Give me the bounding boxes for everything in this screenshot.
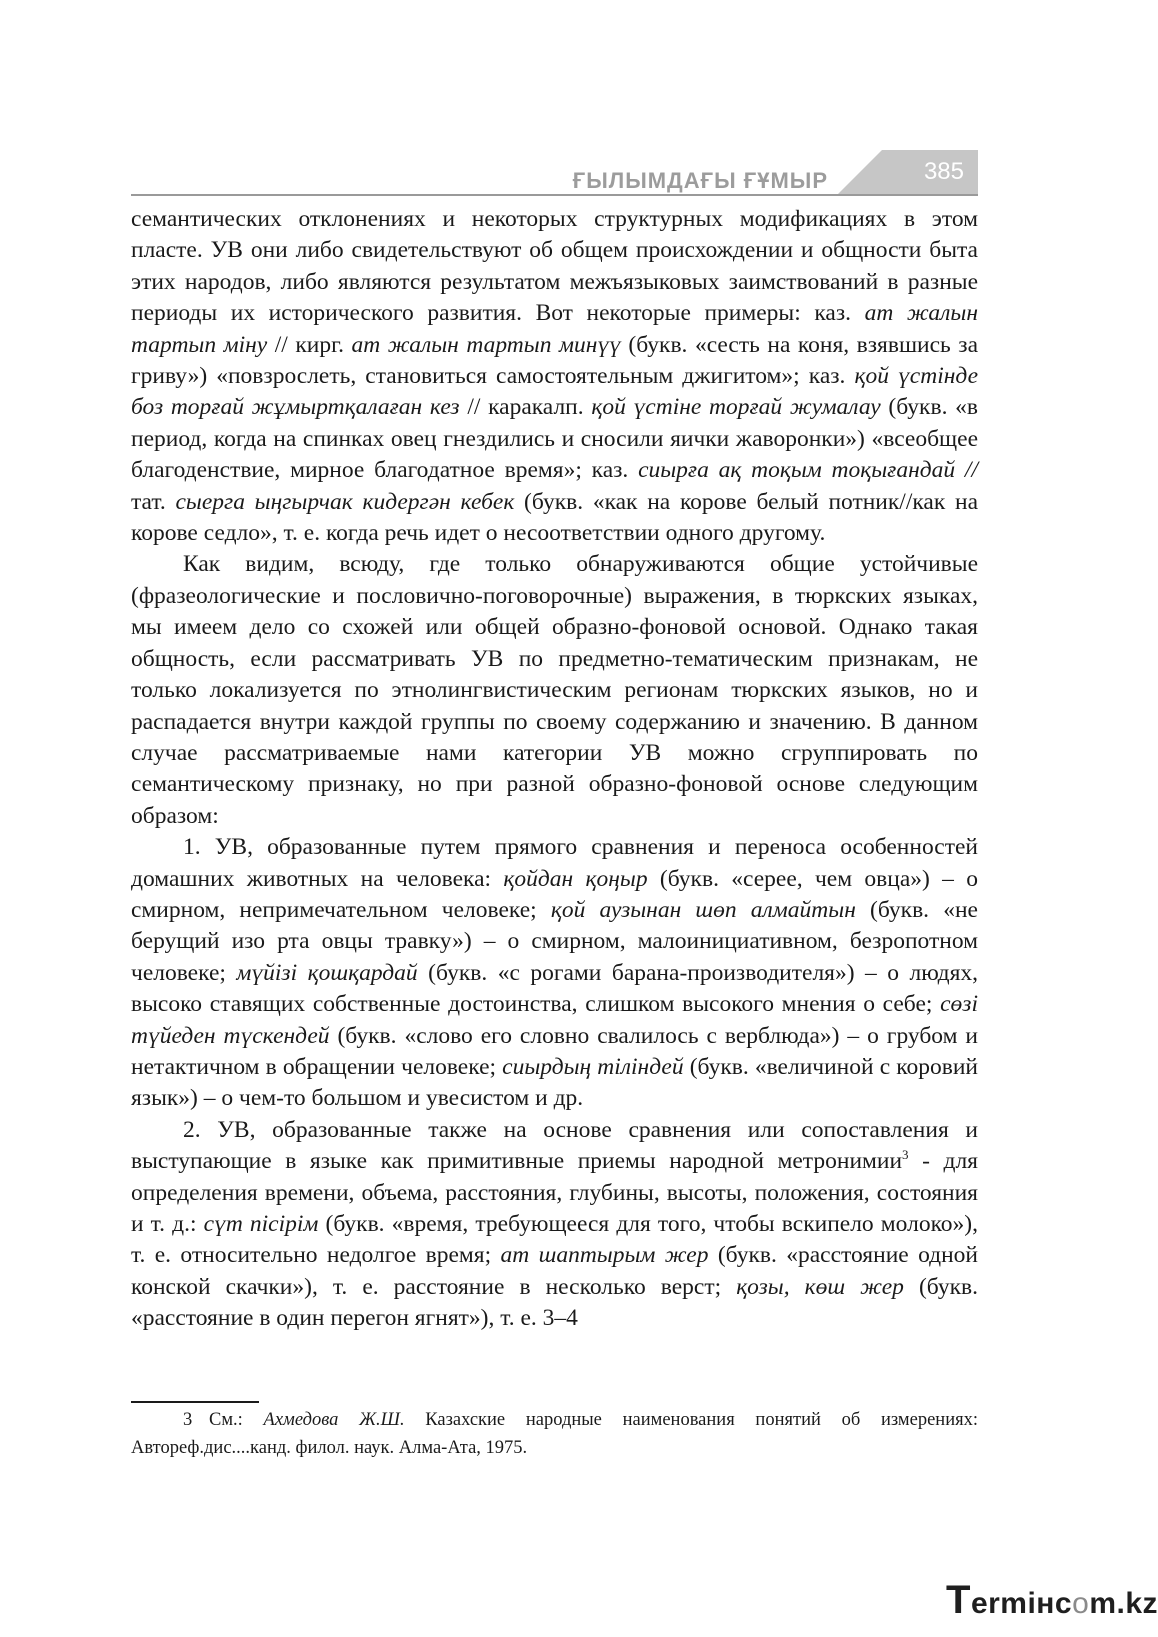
text-run: (букв. «серее, чем овца») – о смирном, непримечательном человеке; [131, 865, 978, 923]
watermark-t: T [946, 1578, 971, 1622]
watermark-part: ermінc [970, 1587, 1073, 1620]
example-phrase: сүт пісірім [203, 1211, 319, 1237]
footnote [131, 1406, 978, 1462]
example-phrase: сиырға ақ тоқым тоқығандай // [638, 457, 978, 484]
example-phrase: қой үстіне торғай жумалау [591, 394, 881, 421]
text-run: (букв. «расстояние одной конской скачки»), т. е. расстояние в несколько верст; [131, 1242, 979, 1300]
text-run: тат. [131, 488, 176, 515]
watermark-o: o [1072, 1587, 1090, 1620]
example-phrase: сөзі түйеден түскендей [131, 991, 978, 1049]
example-phrase: сыерга ыңгырчак кидергән кебек [175, 488, 515, 515]
text-run: См.: [209, 1410, 264, 1430]
text-run: (букв. «сесть на коня, взявшись за гриву») «повзрослеть, становиться самостоятельным джигитом»; каз. [131, 331, 978, 390]
text-run: (букв. «с рогами барана-производителя») – о людях, высоко ставящих собственные достоинства, слишком высокого мнения о себе; [131, 959, 979, 1018]
running-header [131, 150, 978, 196]
paragraph-4 [131, 1115, 978, 1335]
watermark-logo [946, 1578, 1158, 1623]
text-run: (букв. «расстояние в один перегон ягнят»), т. е. 3–4 [131, 1273, 978, 1332]
running-title: ҒЫЛЫМДАҒЫ ҒҰМЫР [572, 168, 828, 193]
text-run: - для определения времени, объема, расстояния, глубины, высоты, положения, состояния и т. д.: [131, 1148, 978, 1237]
text-run: // каракалп. [459, 394, 592, 421]
footnote-separator [131, 1401, 259, 1403]
header-rule [131, 194, 978, 196]
page-number: 385 [923, 158, 964, 185]
text-run: Казахские народные наименования понятий об измерениях: Автореф.дис....канд. филол. наук. Алма-Ата, 1975. [131, 1410, 978, 1458]
paragraph-2: Как видим, всюду, где только обнаруживаются общие устойчивые (фразеологические и пословично-поговорочные) выражения, в тюркских языках, мы имеем дело со схожей или общей образно-фоновой основой. Однако такая общность, если рассматривать УВ по предметно-тематическим признакам, не только локализуется по этнолингвистическим регионам тюркских языков, но и распадается внутри каждой группы по своему содержанию и значению. В данном случае рассматриваемые нами категории УВ можно сгруппировать по семантическому признаку, но при разной образно-фоновой основе следующим образом: [131, 551, 978, 829]
text-run: (букв. «время, требующееся для того, чтобы вскипело молоко»), т. е. относительно недолгое время; [131, 1211, 978, 1269]
example-phrase: ат жалын тартып минүү [351, 331, 621, 358]
watermark-part: m.kz [1089, 1587, 1158, 1620]
example-phrase: ат шаптырым жер [500, 1242, 709, 1269]
example-phrase: қой аузынан шөп алмайтын [550, 896, 856, 923]
example-phrase: қой үстінде боз торғай жұмыртқалаған кез [131, 363, 979, 421]
example-phrase: сиырдың тіліндей [502, 1053, 684, 1080]
footnote-number: 3 [183, 1410, 193, 1430]
paragraph-1 [131, 204, 978, 549]
example-phrase: қойдан қоңыр [503, 865, 648, 892]
paragraph-3 [131, 832, 978, 1115]
example-phrase: мүйізі қошқардай [236, 959, 418, 986]
text-run: (букв. «не берущий изо рта овцы травку») – о смирном, малоинициативном, безропотном человеке; [131, 896, 978, 986]
example-phrase: ат жалын тартып міну [131, 300, 979, 358]
footnote-ref[interactable]: 3 [902, 1147, 909, 1163]
main-text [131, 204, 978, 1335]
footnote-author: Ахмедова Ж.Ш. [263, 1410, 405, 1430]
text-run: 1. УВ, образованные путем прямого сравнения и переноса особенностей домашних животных на человека: [131, 834, 978, 892]
example-phrase: қозы, көш жер [736, 1273, 904, 1300]
text-run: (букв. «как на корове белый потник//как на корове седло», т. е. когда речь идет о несоответствии одного другому. [131, 488, 979, 547]
text-run: // кирг. [267, 331, 352, 358]
text-run: (букв. «слово его словно свалилось с верблюда») – о грубом и нетактичном в обращении человеке; [131, 1022, 978, 1080]
text-run: 2. УВ, образованные также на основе сравнения или сопоставления и выступающие в языке как примитивные приемы народной метронимии [131, 1116, 978, 1175]
text-run: (букв. «в период, когда на спинках овец гнездились и сносили яички жаворонки») «всеобщее благоденствие, мирное благодатное время»; каз. [131, 394, 978, 484]
text-run: (букв. «величиной с коровий язык») – о чем-то большом и увесистом и др. [131, 1053, 978, 1112]
text-run: семантических отклонениях и некоторых структурных модификациях в этом пласте. УВ они либо свидетельствуют об общем происхождении и общности быта этих народов, либо являются результатом межъязыковых заимствований в разные периоды их исторического развития. Вот некоторые примеры: каз. [131, 206, 978, 327]
